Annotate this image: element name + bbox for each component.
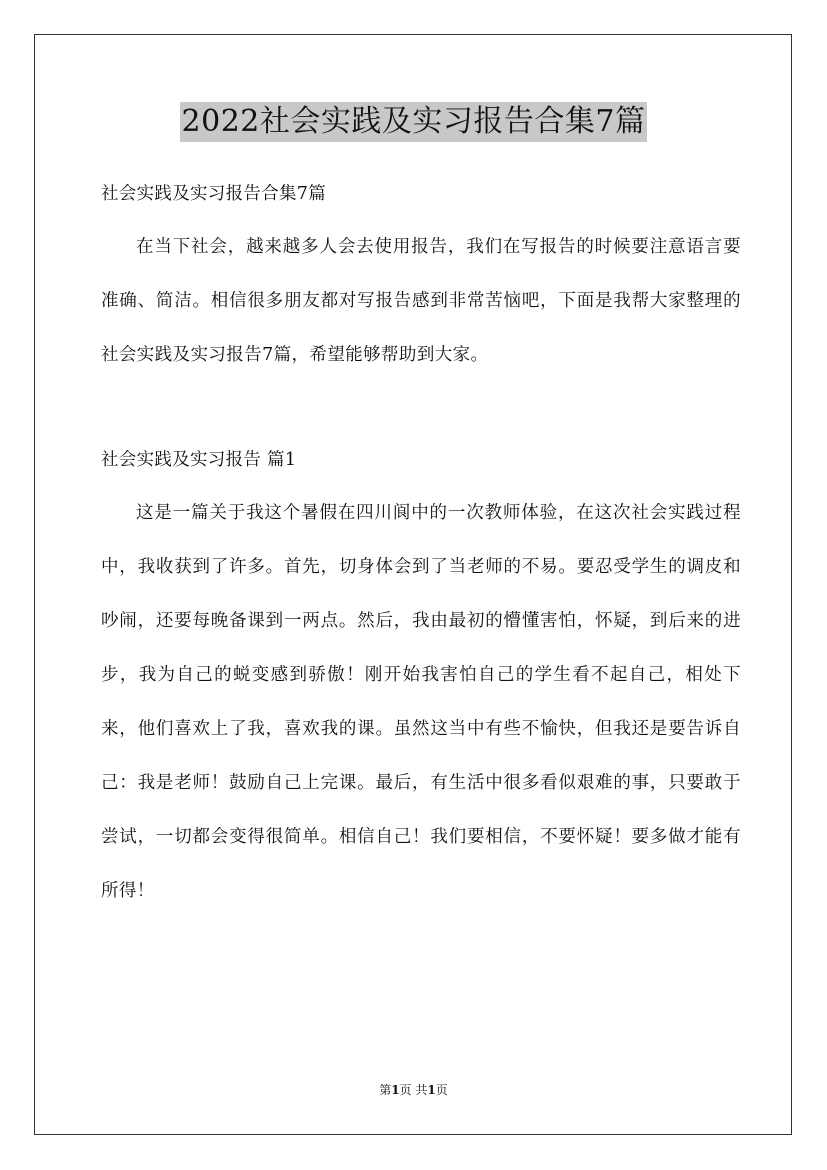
intro-paragraph: 在当下社会，越来越多人会去使用报告，我们在写报告的时候要注意语言要准确、简洁。相信很多朋友都对写报告感到非常苦恼吧，下面是我帮大家整理的社会实践及实习报告7篇，希望能够帮助到大家。: [101, 237, 741, 365]
page-label-suffix: 页: [435, 1083, 448, 1097]
document-body: [101, 168, 741, 918]
section-paragraph: 这是一篇关于我这个暑假在四川阆中的一次教师体验，在这次社会实践过程中，我收获到了许多。首先，切身体会到了当老师的不易。要忍受学生的调皮和吵闹，还要每晚备课到一两点。然后，我由最初的懵懂害怕，怀疑，到后来的进步，我为自己的蜕变感到骄傲！刚开始我害怕自己的学生看不起自己，相处下来，他们喜欢上了我，喜欢我的课。虽然这当中有些不愉快，但我还是要告诉自己：我是老师！鼓励自己上完课。最后，有生活中很多看似艰难的事，只要敢于尝试，一切都会变得很简单。相信自己！我们要相信，不要怀疑！要多做才能有所得！: [101, 503, 741, 901]
title-container: [0, 102, 827, 142]
document-title: 2022社会实践及实习报告合集7篇: [180, 102, 648, 142]
page-footer: [0, 1082, 827, 1098]
document-subtitle: 社会实践及实习报告合集7篇: [101, 184, 327, 204]
current-page-number: 1: [391, 1083, 400, 1097]
total-pages-number: 1: [427, 1083, 436, 1097]
section-heading: 社会实践及实习报告 篇1: [101, 450, 297, 470]
page-label-prefix: 第: [379, 1083, 392, 1097]
page-label-mid: 页 共: [399, 1083, 428, 1097]
section-spacer: [101, 382, 741, 434]
